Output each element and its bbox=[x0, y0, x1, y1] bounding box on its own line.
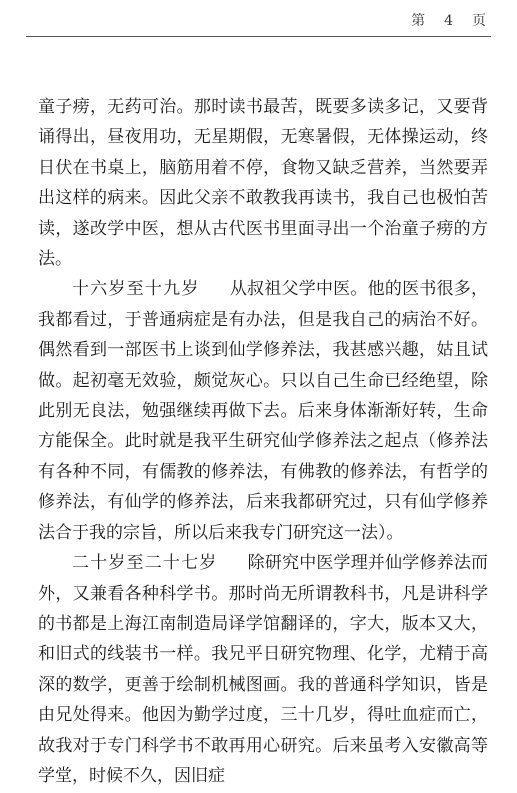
paragraph-continued bbox=[38, 92, 488, 274]
header-divider bbox=[26, 36, 491, 37]
paragraph-text: 童子痨，无药可治。那时读书最苦，既要多读多记，又要背诵得出，昼夜用功，无星期假，无寒暑假，无体操运动，终日伏在书桌上，脑筋用着不停，食物又缺乏营养，当然要弄出这样的病来。因此父亲不敢教我再读书，我自己也极怕苦读，遂改学中医，想从古代医书里面寻出一个治童子痨的方法。 bbox=[38, 97, 488, 270]
page-number: 4 bbox=[444, 13, 454, 29]
paragraph-text: 从叔祖父学中医。他的医书很多，我都看过，于普通病症是有办法，但是我自己的病治不好。偶然看到一部医书上谈到仙学修养法，我甚感兴趣，姑且试做。起初毫无效验，颇觉灰心。只以自己生命已经绝望，除此别无良法，勉强继续再做下去。后来身体渐渐好转，生命方能保全。此时就是我平生研究仙学修养法之起点（修养法有各种不同，有儒教的修养法，有佛教的修养法，有哲学的修养法，有仙学的修养法，后来我都研究过，只有仙学修养法合于我的宗旨，所以后来我专门研究这一法）。 bbox=[38, 279, 489, 543]
paragraph-text: 除研究中医学理并仙学修养法而外，又兼看各种科学书。那时尚无所谓教科书，凡是讲科学的书都是上海江南制造局译学馆翻译的，字大，版本又大，和旧式的线装书一样。我兄平日研究物理、化学，尤精于高深的数学，更善于绘制机械图画。我的普通科学知识，皆是由兄处得来。他因为勤学过度，三十几岁，得吐血症而亡，故我对于专门科学书不敢再用心研究。后来虽考入安徽高等学堂，时候不久，因旧症 bbox=[38, 553, 489, 786]
paragraph-age-20-27 bbox=[38, 548, 488, 791]
page-header bbox=[411, 10, 487, 30]
period-label: 十六岁至十九岁 bbox=[72, 279, 200, 300]
page-label-suffix: 页 bbox=[472, 13, 487, 29]
paragraph-age-16-19 bbox=[38, 274, 488, 548]
document-body bbox=[38, 92, 488, 791]
period-label: 二十岁至二十七岁 bbox=[72, 553, 218, 574]
page-label-prefix: 第 bbox=[411, 13, 427, 29]
